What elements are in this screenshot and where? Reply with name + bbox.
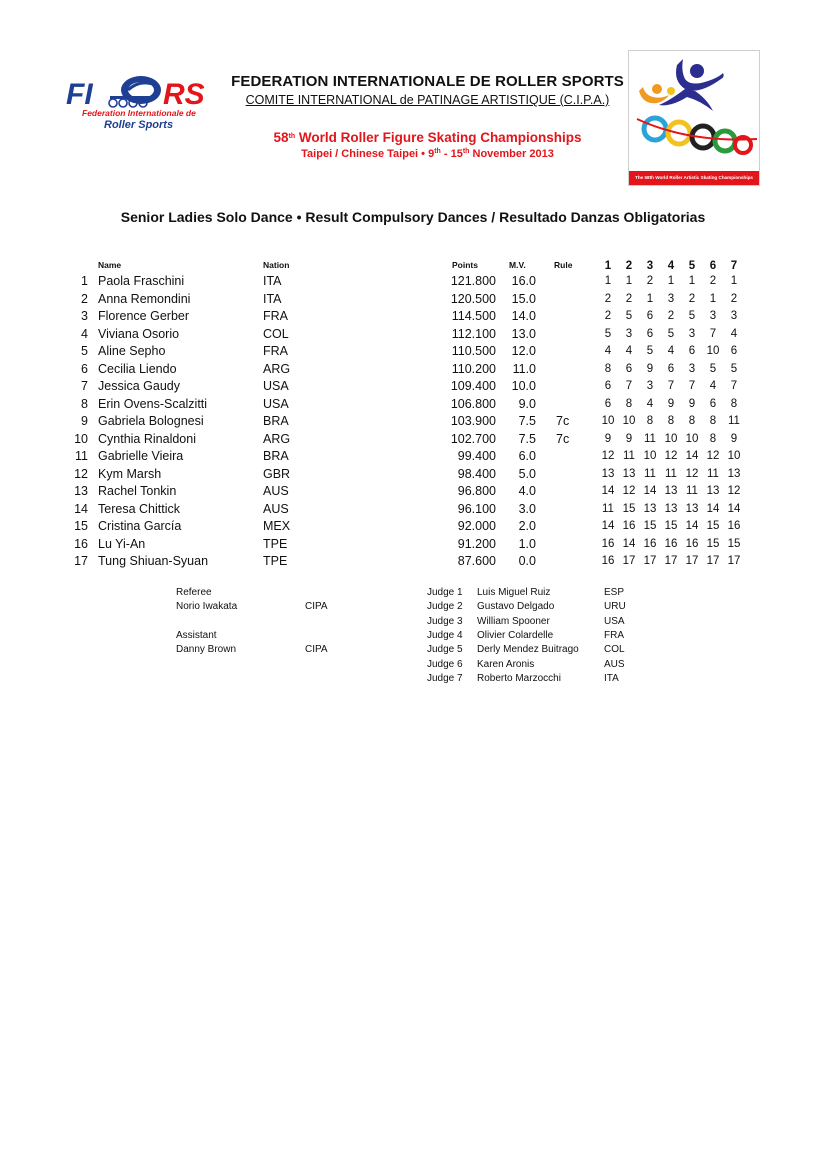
judge-placement-cell: 5 [730, 362, 738, 375]
judge-label: Judge 1 [427, 587, 463, 598]
judge-placement-cell: 15 [727, 537, 741, 550]
judge-placement-cell: 13 [706, 485, 720, 497]
event-title: Senior Ladies Solo Dance • Result Compulsory Dances / Resultado Danzas Obligatorias [120, 209, 706, 225]
judge-placement-cell: 8 [688, 415, 696, 427]
mv-cell: 5.0 [518, 466, 536, 481]
judge-placement-cell: 12 [727, 485, 741, 497]
judge-placement-cell: 7 [688, 380, 696, 392]
judge-placement-cell: 14 [685, 450, 699, 462]
rule-cell: 7c [556, 414, 570, 428]
judge-placement-cell: 7 [667, 380, 675, 392]
col-header-judge-1: 1 [604, 260, 612, 272]
judge-name: Roberto Marzocchi [477, 672, 561, 684]
judge-placement-cell: 2 [646, 275, 654, 287]
judge-name: William Spooner [477, 615, 550, 627]
judge-placement-cell: 1 [709, 292, 717, 305]
judge-label: Judge 5 [427, 644, 463, 656]
mv-cell: 1.0 [518, 536, 536, 551]
championship-title: 58th World Roller Figure Skating Championships [273, 130, 582, 145]
points-cell: 102.700 [450, 431, 496, 446]
judge-placement-cell: 9 [730, 432, 738, 445]
judge-placement-cell: 14 [727, 502, 741, 515]
judge-placement-cell: 6 [646, 327, 654, 340]
judge-placement-cell: 13 [643, 502, 657, 515]
judge-placement-cell: 9 [688, 397, 696, 410]
rank-cell: 11 [75, 449, 88, 463]
judge-placement-cell: 8 [709, 415, 717, 427]
points-cell: 106.800 [450, 396, 496, 411]
nation-cell: BRA [263, 414, 289, 428]
nation-cell: USA [263, 379, 289, 393]
judge-placement-cell: 3 [709, 310, 717, 322]
judge-placement-cell: 15 [664, 520, 678, 532]
judge-label: Judge 7 [427, 672, 463, 684]
judge-placement-cell: 16 [601, 537, 615, 550]
rank-cell: 4 [81, 326, 88, 341]
mv-cell: 7.5 [518, 431, 536, 446]
judge-placement-cell: 5 [625, 310, 633, 322]
judge-placement-cell: 3 [646, 380, 654, 392]
judge-placement-cell: 4 [604, 345, 612, 357]
judge-placement-cell: 7 [730, 380, 738, 392]
championship-venue-dates: Taipei / Chinese Taipei • 9th - 15th November 2013 [301, 148, 554, 160]
judge-placement-cell: 11 [644, 432, 656, 445]
points-cell: 92.000 [457, 519, 496, 533]
skater-name-cell: Gabriela Bolognesi [98, 414, 204, 428]
judge-placement-cell: 6 [604, 380, 612, 392]
nation-cell: ARG [263, 431, 291, 446]
judge-placement-cell: 12 [706, 450, 720, 462]
skater-name-cell: Cristina García [98, 519, 182, 533]
judge-placement-cell: 2 [709, 275, 717, 287]
judge-placement-cell: 14 [706, 502, 720, 515]
rank-cell: 1 [81, 274, 88, 288]
judge-placement-cell: 4 [625, 345, 633, 357]
points-cell: 120.500 [450, 291, 496, 306]
assistant-name: Danny Brown [176, 644, 237, 655]
mv-cell: 11.0 [512, 361, 536, 376]
judge-label: Judge 6 [427, 658, 463, 670]
judge-placement-cell: 16 [643, 537, 657, 550]
points-cell: 110.500 [451, 344, 496, 358]
rank-cell: 16 [74, 536, 88, 551]
judge-label: Judge 3 [427, 615, 463, 627]
judge-placement-cell: 4 [709, 380, 717, 392]
judge-placement-cell: 14 [685, 520, 699, 532]
judge-placement-cell: 1 [604, 275, 612, 287]
judge-placement-cell: 8 [667, 415, 675, 427]
judge-name: Karen Aronis [477, 658, 535, 670]
rank-cell: 5 [81, 344, 88, 358]
judge-placement-cell: 10 [664, 432, 678, 445]
judge-placement-cell: 3 [688, 362, 696, 375]
mv-cell: 7.5 [518, 414, 536, 428]
skater-name-cell: Lu Yi-An [98, 536, 146, 551]
judge-placement-cell: 15 [622, 502, 636, 515]
judge-placement-cell: 6 [646, 310, 654, 322]
referee-org: CIPA [305, 601, 328, 612]
judge-placement-cell: 5 [667, 327, 675, 340]
judge-placement-cell: 15 [643, 520, 657, 532]
judge-placement-cell: 6 [709, 397, 717, 410]
judge-placement-cell: 9 [625, 432, 633, 445]
judge-placement-cell: 13 [727, 467, 741, 480]
judge-nation: ESP [604, 587, 625, 598]
firs-logo-line2: Roller Sports [104, 119, 174, 131]
skater-name-cell: Jessica Gaudy [98, 379, 180, 393]
nation-cell: AUS [263, 501, 289, 516]
mv-cell: 13.0 [511, 326, 536, 341]
nation-cell: MEX [263, 519, 291, 533]
skater-name-cell: Tung Shiuan-Syuan [98, 554, 209, 568]
judge-placement-cell: 11 [602, 502, 614, 515]
judge-placement-cell: 12 [664, 450, 678, 462]
firs-logo-text-left: FI [66, 78, 93, 111]
col-header-mv: M.V. [509, 260, 526, 270]
federation-title: FEDERATION INTERNATIONALE DE ROLLER SPORTS [231, 73, 624, 90]
nation-cell: COL [263, 326, 289, 341]
mv-cell: 12.0 [511, 344, 536, 358]
judge-placement-cell: 10 [727, 450, 741, 462]
assistant-org: CIPA [305, 644, 328, 655]
nation-cell: GBR [263, 466, 291, 481]
judge-placement-cell: 11 [686, 485, 698, 497]
judge-placement-cell: 3 [688, 327, 696, 340]
judge-placement-cell: 6 [688, 345, 696, 357]
judge-placement-cell: 6 [667, 362, 675, 375]
judge-placement-cell: 12 [685, 467, 699, 480]
judge-placement-cell: 14 [622, 537, 636, 550]
judge-placement-cell: 11 [623, 450, 635, 462]
judge-placement-cell: 13 [664, 502, 678, 515]
judge-placement-cell: 4 [667, 345, 675, 357]
points-cell: 103.900 [450, 414, 496, 428]
firs-logo-text-right: RS [163, 78, 205, 111]
skater-name-cell: Viviana Osorio [98, 326, 180, 341]
col-header-rule: Rule [554, 260, 573, 270]
rank-cell: 3 [81, 309, 88, 323]
points-cell: 96.100 [457, 501, 496, 516]
judge-placement-cell: 10 [622, 415, 636, 427]
judge-placement-cell: 2 [730, 292, 738, 305]
judge-placement-cell: 9 [667, 397, 675, 410]
judge-placement-cell: 10 [601, 415, 615, 427]
judge-placement-cell: 14 [601, 485, 615, 497]
judge-placement-cell: 3 [625, 327, 633, 340]
rank-cell: 15 [74, 519, 88, 533]
rank-cell: 12 [74, 466, 88, 481]
rule-cell: 7c [556, 431, 570, 446]
judge-placement-cell: 6 [604, 397, 612, 410]
rank-cell: 10 [74, 431, 88, 446]
rank-cell: 14 [74, 501, 88, 516]
judge-placement-cell: 8 [625, 397, 633, 410]
mv-cell: 0.0 [518, 554, 536, 568]
points-cell: 96.800 [457, 484, 496, 498]
judge-placement-cell: 8 [646, 415, 654, 427]
judge-placement-cell: 16 [622, 520, 636, 532]
judge-label: Judge 2 [427, 601, 463, 613]
skater-name-cell: Anna Remondini [98, 291, 191, 306]
roller-skate-icon [109, 76, 161, 107]
nation-cell: BRA [263, 449, 289, 463]
judge-placement-cell: 15 [706, 537, 720, 550]
judge-placement-cell: 16 [664, 537, 678, 550]
nation-cell: TPE [263, 554, 288, 568]
judge-placement-cell: 8 [709, 432, 717, 445]
judge-placement-cell: 5 [646, 345, 654, 357]
nation-cell: FRA [263, 309, 288, 323]
judge-placement-cell: 17 [664, 555, 678, 567]
judge-placement-cell: 9 [604, 432, 612, 445]
nation-cell: ARG [263, 361, 291, 376]
judge-placement-cell: 13 [664, 485, 678, 497]
col-header-nation: Nation [263, 260, 290, 270]
judge-placement-cell: 10 [685, 432, 699, 445]
mv-cell: 3.0 [518, 501, 536, 516]
judge-placement-cell: 14 [643, 485, 657, 497]
judge-placement-cell: 2 [604, 310, 612, 322]
points-cell: 91.200 [457, 536, 496, 551]
points-cell: 110.200 [451, 361, 496, 376]
nation-cell: ITA [263, 291, 282, 306]
points-cell: 121.800 [450, 274, 496, 288]
judge-placement-cell: 4 [646, 397, 654, 410]
points-cell: 99.400 [457, 449, 496, 463]
mv-cell: 6.0 [518, 449, 536, 463]
points-cell: 114.500 [451, 309, 496, 323]
judge-placement-cell: 17 [685, 555, 699, 567]
judge-placement-cell: 13 [622, 467, 636, 480]
championship-logo [628, 50, 760, 186]
col-header-points: Points [452, 260, 478, 270]
judge-nation: URU [604, 601, 626, 613]
skater-name-cell: Cecilia Liendo [98, 361, 177, 376]
mv-cell: 9.0 [518, 396, 536, 411]
skater-name-cell: Aline Sepho [98, 344, 166, 358]
judge-placement-cell: 11 [644, 467, 656, 480]
judge-placement-cell: 9 [646, 362, 654, 375]
rank-cell: 9 [81, 414, 88, 428]
committee-subtitle: COMITE INTERNATIONAL de PATINAGE ARTISTIQUE (C.I.P.A.) [245, 93, 610, 107]
skater-name-cell: Gabrielle Vieira [98, 449, 184, 463]
judge-placement-cell: 12 [622, 485, 636, 497]
rank-cell: 13 [74, 484, 88, 498]
col-header-name: Name [98, 260, 122, 270]
rank-cell: 8 [81, 396, 88, 411]
col-header-judge-7: 7 [730, 260, 738, 272]
judge-placement-cell: 12 [601, 450, 615, 462]
judge-placement-cell: 10 [706, 345, 720, 357]
judge-placement-cell: 17 [622, 555, 636, 567]
judge-placement-cell: 2 [688, 292, 696, 305]
judge-placement-cell: 16 [727, 520, 741, 532]
col-header-judge-4: 4 [667, 260, 675, 272]
col-header-judge-6: 6 [709, 260, 717, 272]
rank-cell: 2 [81, 291, 88, 306]
assistant-label: Assistant [176, 630, 217, 641]
skater-name-cell: Florence Gerber [98, 309, 190, 323]
judge-nation: AUS [604, 658, 625, 670]
judge-placement-cell: 11 [665, 467, 677, 480]
judge-placement-cell: 3 [730, 310, 738, 322]
judge-placement-cell: 13 [601, 467, 615, 480]
col-header-judge-5: 5 [688, 260, 696, 272]
judge-placement-cell: 1 [625, 275, 633, 287]
nation-cell: FRA [263, 344, 288, 358]
judge-name: Gustavo Delgado [477, 601, 555, 613]
judge-placement-cell: 1 [730, 275, 738, 287]
judge-placement-cell: 1 [688, 275, 696, 287]
rank-cell: 17 [74, 554, 88, 568]
firs-logo [66, 68, 222, 134]
nation-cell: AUS [263, 484, 289, 498]
rank-cell: 6 [81, 361, 88, 376]
mv-cell: 14.0 [511, 309, 536, 323]
judge-placement-cell: 14 [601, 520, 615, 532]
judge-name: Derly Mendez Buitrago [477, 644, 579, 656]
nation-cell: ITA [263, 274, 282, 288]
judge-placement-cell: 10 [643, 450, 657, 462]
judge-placement-cell: 1 [646, 292, 654, 305]
mv-cell: 15.0 [511, 291, 536, 306]
skater-name-cell: Kym Marsh [98, 466, 162, 481]
judge-placement-cell: 16 [601, 555, 615, 567]
judge-placement-cell: 17 [643, 555, 657, 567]
judge-nation: COL [604, 644, 625, 656]
judge-placement-cell: 11 [707, 467, 719, 480]
mv-cell: 16.0 [511, 274, 536, 288]
judge-placement-cell: 1 [667, 275, 675, 287]
judge-placement-cell: 7 [709, 327, 717, 340]
firs-logo-line1: Federation Internationale de [82, 108, 196, 118]
judge-label: Judge 4 [427, 629, 463, 641]
judge-placement-cell: 3 [667, 292, 675, 305]
judge-placement-cell: 6 [625, 362, 633, 375]
skater-name-cell: Rachel Tonkin [98, 484, 177, 498]
judge-placement-cell: 8 [604, 362, 612, 375]
points-cell: 87.600 [457, 554, 496, 568]
col-header-judge-2: 2 [625, 260, 633, 272]
judge-placement-cell: 5 [709, 362, 717, 375]
judge-name: Luis Miguel Ruiz [477, 587, 551, 598]
judge-nation: USA [604, 615, 625, 627]
judge-placement-cell: 16 [685, 537, 699, 550]
judge-placement-cell: 17 [727, 555, 741, 567]
nation-cell: USA [263, 396, 289, 411]
judge-placement-cell: 2 [667, 310, 675, 322]
judge-placement-cell: 6 [730, 345, 738, 357]
points-cell: 109.400 [450, 379, 496, 393]
col-header-judge-3: 3 [646, 260, 654, 272]
judge-placement-cell: 17 [706, 555, 720, 567]
judge-placement-cell: 11 [728, 415, 740, 427]
skater-name-cell: Paola Fraschini [98, 274, 185, 288]
judge-placement-cell: 13 [685, 502, 699, 515]
judge-nation: ITA [604, 672, 619, 684]
judge-placement-cell: 8 [730, 397, 738, 410]
judge-placement-cell: 2 [625, 292, 633, 305]
judge-name: Olivier Colardelle [477, 629, 554, 641]
nation-cell: TPE [263, 536, 288, 551]
championship-logo-banner: The 58th World Roller Artistic Skating Championships [629, 171, 759, 185]
judge-placement-cell: 2 [604, 292, 612, 305]
judge-placement-cell: 7 [625, 380, 633, 392]
points-cell: 98.400 [457, 466, 496, 481]
referee-name: Norio Iwakata [176, 601, 238, 612]
skater-name-cell: Erin Ovens-Scalzitti [98, 396, 208, 411]
judge-placement-cell: 4 [730, 327, 738, 340]
mv-cell: 2.0 [518, 519, 536, 533]
skater-figure-icon [629, 51, 759, 171]
mv-cell: 4.0 [518, 484, 536, 498]
judge-placement-cell: 5 [688, 310, 696, 322]
skater-name-cell: Cynthia Rinaldoni [98, 431, 196, 446]
mv-cell: 10.0 [511, 379, 536, 393]
rank-cell: 7 [81, 379, 88, 393]
skater-name-cell: Teresa Chittick [98, 501, 180, 516]
judge-placement-cell: 15 [706, 520, 720, 532]
judge-placement-cell: 5 [604, 327, 612, 340]
judge-nation: FRA [604, 629, 624, 641]
referee-label: Referee [176, 587, 212, 598]
points-cell: 112.100 [451, 326, 496, 341]
